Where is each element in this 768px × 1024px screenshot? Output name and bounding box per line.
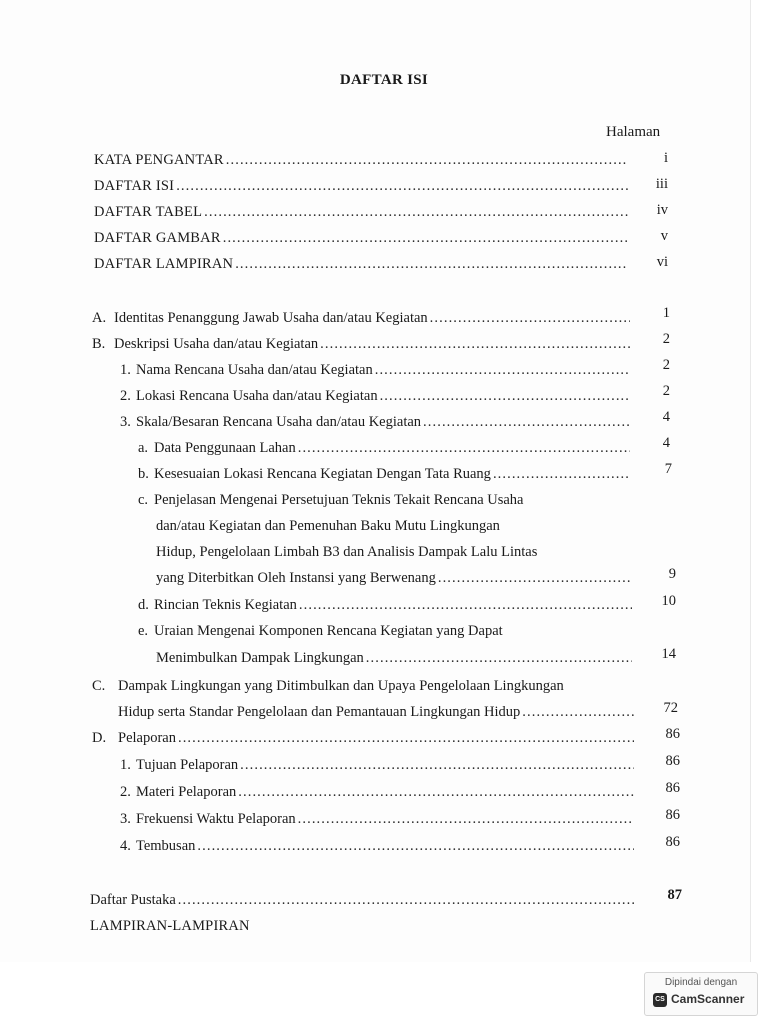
toc-entry-b3: 3. Skala/Besaran Rencana Usaha dan/atau Kegiatan .....: [120, 414, 632, 431]
page-number: 7: [664, 461, 672, 477]
toc-entry-daftar-tabel: DAFTAR TABEL .....: [94, 204, 630, 221]
toc-entry-b3a: a. Data Penggunaan Lahan .....: [138, 440, 632, 457]
toc-entry-daftar-pustaka: Daftar Pustaka .....: [90, 892, 636, 909]
page-number: 86: [665, 753, 680, 769]
page-number: 1: [662, 305, 670, 321]
page-number: 87: [667, 887, 682, 903]
page-number: 86: [665, 726, 680, 742]
page-number: 4: [662, 409, 670, 425]
page-number: iii: [655, 176, 668, 192]
toc-entry-section-d: D. Pelaporan .....: [92, 730, 636, 747]
camscanner-logo-icon: CS: [653, 993, 667, 1007]
toc-entry-b3d: d. Rincian Teknis Kegiatan .....: [138, 597, 634, 614]
page-number: 10: [661, 593, 676, 609]
page-number: 14: [661, 646, 676, 662]
page-title: DAFTAR ISI: [339, 72, 429, 88]
toc-entry-b1: 1. Nama Rencana Usaha dan/atau Kegiatan .....: [120, 362, 632, 379]
toc-entry-d2: 2. Materi Pelaporan .....: [120, 784, 636, 801]
page-number: 2: [662, 383, 670, 399]
page-number: 86: [665, 780, 680, 796]
halaman-header: Halaman: [606, 124, 661, 140]
page-number: 2: [662, 357, 670, 373]
page-number: 86: [665, 834, 680, 850]
watermark-caption: Dipindai dengan: [664, 977, 738, 988]
page-number: 4: [662, 435, 670, 451]
toc-entry-b3e-line1: e. Uraian Mengenai Komponen Rencana Kegiatan yang Dapat: [138, 623, 503, 639]
toc-entry-b3c-line2: dan/atau Kegiatan dan Pemenuhan Baku Mutu Lingkungan: [156, 518, 500, 534]
toc-entry-lampiran: LAMPIRAN-LAMPIRAN: [90, 918, 250, 934]
toc-entry-b3b: b. Kesesuaian Lokasi Rencana Kegiatan Dengan Tata Ruang .....: [138, 466, 632, 483]
toc-entry-daftar-lampiran: DAFTAR LAMPIRAN .....: [94, 256, 630, 273]
toc-entry-d3: 3. Frekuensi Waktu Pelaporan .....: [120, 811, 636, 828]
toc-entry-b2: 2. Lokasi Rencana Usaha dan/atau Kegiatan .....: [120, 388, 632, 405]
toc-entry-section-c-line1: C. Dampak Lingkungan yang Ditimbulkan dan Upaya Pengelolaan Lingkungan: [92, 678, 564, 694]
toc-entry-section-b: B. Deskripsi Usaha dan/atau Kegiatan .....: [92, 336, 632, 353]
toc-entry-d1: 1. Tujuan Pelaporan .....: [120, 757, 636, 774]
toc-entry-kata-pengantar: KATA PENGANTAR .....: [94, 152, 630, 169]
page-number: v: [660, 228, 668, 244]
toc-entry-section-c-line2: Hidup serta Standar Pengelolaan dan Pemantauan Lingkungan Hidup .....: [118, 704, 636, 721]
toc-entry-b3c-line4: yang Diterbitkan Oleh Instansi yang Berwenang .....: [156, 570, 634, 587]
page-number: 72: [663, 700, 678, 716]
toc-entry-d4: 4. Tembusan .....: [120, 838, 636, 855]
toc-entry-b3c-line3: Hidup, Pengelolaan Limbah B3 dan Analisis Dampak Lalu Lintas: [156, 544, 538, 560]
page-number: i: [663, 150, 668, 166]
toc-entry-daftar-gambar: DAFTAR GAMBAR .....: [94, 230, 630, 247]
page-number: 86: [665, 807, 680, 823]
camscanner-watermark: [644, 972, 758, 1016]
toc-entry-daftar-isi: DAFTAR ISI .....: [94, 178, 630, 195]
page-number: vi: [656, 254, 668, 270]
toc-entry-b3e-line2: Menimbulkan Dampak Lingkungan .....: [156, 650, 634, 667]
page-number: 2: [662, 331, 670, 347]
page-number: iv: [656, 202, 668, 218]
toc-entry-section-a: A. Identitas Penanggung Jawab Usaha dan/atau Kegiatan .....: [92, 310, 632, 327]
watermark-brand: CamScanner: [671, 992, 745, 1006]
page-number: 9: [668, 566, 676, 582]
toc-entry-b3c-line1: c. Penjelasan Mengenai Persetujuan Teknis Tekait Rencana Usaha: [138, 492, 524, 508]
